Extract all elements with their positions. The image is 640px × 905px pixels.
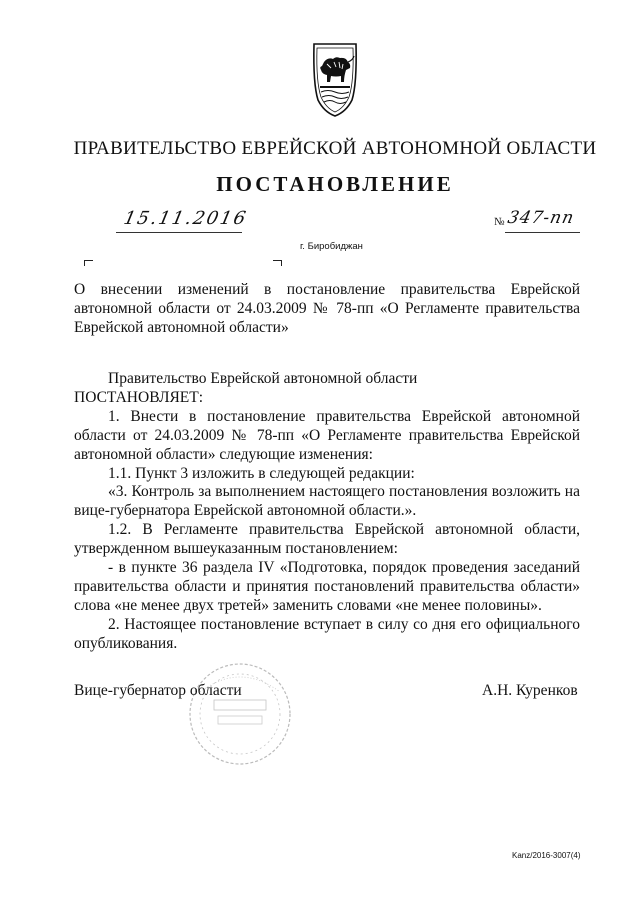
- date-underline: [116, 232, 242, 233]
- document-subject: О внесении изменений в постановление правительства Еврейской автономной области от 24.03.2009 № 78-пп «О Регламенте правительства Еврейской автономной области»: [74, 281, 580, 336]
- paragraph-1-2: 1.2. В Регламенте правительства Еврейской автономной области, утвержденном вышеуказанным постановлением:: [74, 521, 580, 558]
- government-title: ПРАВИТЕЛЬСТВО ЕВРЕЙСКОЙ АВТОНОМНОЙ ОБЛАСТИ: [73, 138, 597, 159]
- document-type-heading: ПОСТАНОВЛЕНИЕ: [216, 172, 454, 196]
- subject-corner-right: [273, 260, 282, 266]
- signatory-position: Вице-губернатор области: [74, 682, 242, 699]
- official-stamp-icon: [180, 652, 300, 772]
- document-body: [74, 370, 580, 654]
- paragraph-2: 2. Настоящее постановление вступает в силу со дня его официального опубликования.: [74, 615, 580, 652]
- resolves-line: ПОСТАНОВЛЯЕТ:: [74, 388, 204, 406]
- signatory-name: А.Н. Куренков: [482, 682, 578, 699]
- paragraph-1-1-text: «3. Контроль за выполнением настоящего постановления возложить на вице-губернатора Еврейской автономной области.».: [74, 483, 580, 520]
- paragraph-1-2-text: - в пункте 36 раздела IV «Подготовка, порядок проведения заседаний правительства области и принятия постановлений правительства области» слова «не менее двух третей» заменить словами «не менее половины».: [74, 559, 580, 614]
- paragraph-1: 1. Внести в постановление правительства Еврейской автономной области от 24.03.2009 № 78-пп «О Регламенте правительства Еврейской автономной области» следующие изменения:: [74, 407, 580, 463]
- city-label: г. Биробиджан: [300, 241, 363, 252]
- coat-of-arms-tiger-icon: [300, 40, 370, 120]
- handwritten-number: 347-пп: [505, 208, 577, 228]
- number-underline: [505, 232, 580, 233]
- subject-corner-left: [84, 260, 93, 266]
- number-prefix: №: [494, 216, 505, 228]
- preamble-line: Правительство Еврейской автономной области: [108, 370, 418, 387]
- paragraph-1-1: 1.1. Пункт 3 изложить в следующей редакции:: [108, 464, 415, 482]
- document-code: Kanz/2016-3007(4): [512, 851, 581, 860]
- handwritten-date: 15.11.2016: [121, 208, 250, 229]
